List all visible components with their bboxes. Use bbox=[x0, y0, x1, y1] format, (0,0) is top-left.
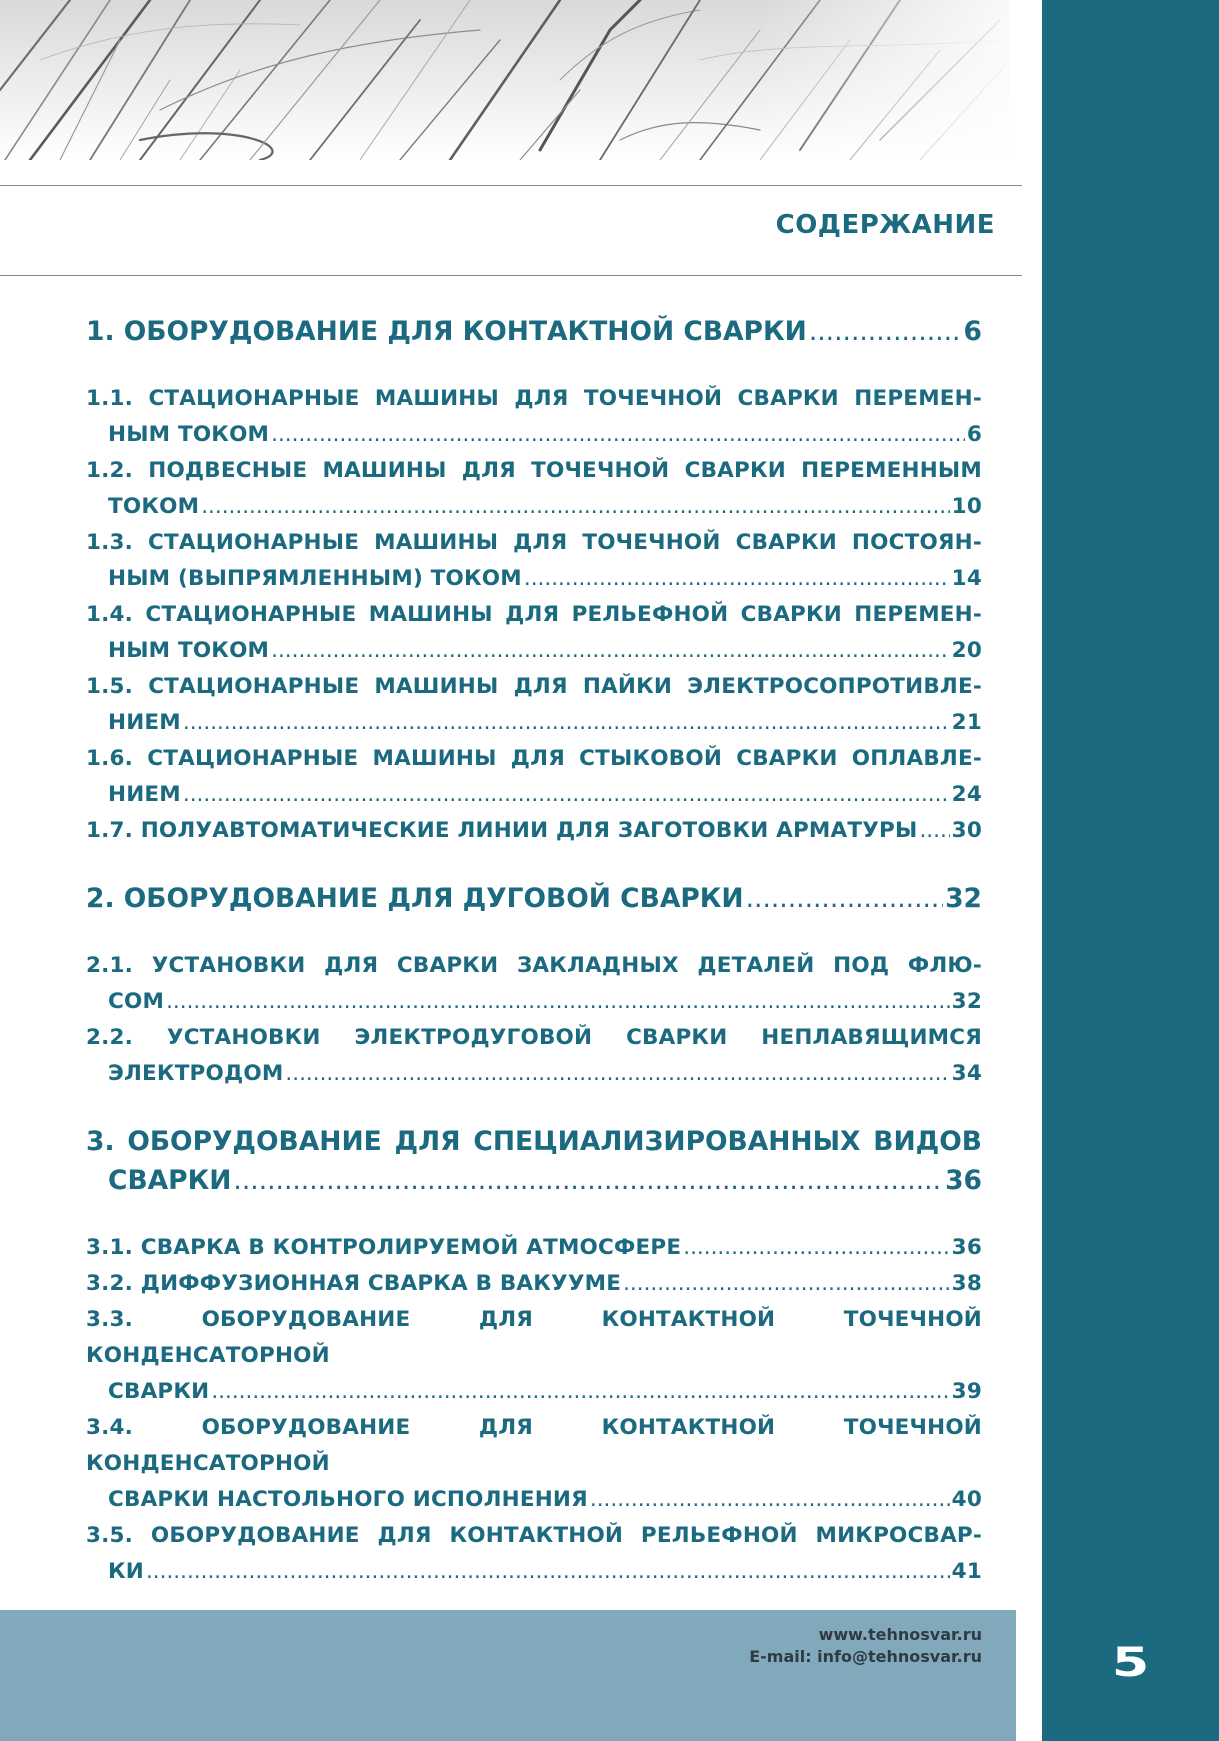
toc-page-number: 36 bbox=[945, 1165, 982, 1196]
toc-subsection[interactable] bbox=[86, 597, 982, 669]
toc-gap bbox=[86, 351, 982, 381]
toc-line bbox=[86, 705, 982, 741]
toc-line bbox=[86, 1482, 982, 1518]
toc-page-number: 41 bbox=[951, 1559, 982, 1584]
toc-page-number: 32 bbox=[951, 989, 982, 1014]
toc-line bbox=[86, 633, 982, 669]
website-link[interactable]: www.tehnosvar.ru bbox=[818, 1625, 982, 1644]
toc-line: 3. ОБОРУДОВАНИЕ ДЛЯ СПЕЦИАЛИЗИРОВАННЫХ ВИДОВ bbox=[86, 1126, 982, 1157]
toc-subsection[interactable] bbox=[86, 381, 982, 453]
toc-page-number: 10 bbox=[951, 494, 982, 519]
toc-subsection[interactable] bbox=[86, 1020, 982, 1092]
toc-subsection[interactable] bbox=[86, 525, 982, 597]
toc-title: 1.7. ПОЛУАВТОМАТИЧЕСКИЕ ЛИНИИ ДЛЯ ЗАГОТОВКИ АРМАТУРЫ bbox=[86, 818, 918, 843]
toc-leader-dots bbox=[683, 1230, 949, 1266]
toc-line: 2.1. УСТАНОВКИ ДЛЯ СВАРКИ ЗАКЛАДНЫХ ДЕТАЛЕЙ ПОД ФЛЮ- bbox=[86, 953, 982, 978]
toc-line bbox=[86, 1161, 982, 1200]
toc-title: НЫМ ТОКОМ bbox=[108, 638, 270, 663]
toc-subsection[interactable] bbox=[86, 813, 982, 849]
sidebar-band bbox=[1042, 0, 1219, 1741]
toc-line bbox=[86, 1266, 982, 1302]
toc-page-number: 6 bbox=[963, 316, 982, 347]
toc-gap bbox=[86, 918, 982, 948]
toc-line: 1.2. ПОДВЕСНЫЕ МАШИНЫ ДЛЯ ТОЧЕЧНОЙ СВАРКИ ПЕРЕМЕННЫМ bbox=[86, 458, 982, 483]
toc-subsection[interactable] bbox=[86, 1230, 982, 1266]
toc-subsection[interactable] bbox=[86, 1302, 982, 1410]
title-divider bbox=[0, 275, 1022, 276]
footer-contacts bbox=[749, 1624, 982, 1668]
toc-subsection[interactable] bbox=[86, 741, 982, 813]
wire-sketch-image bbox=[0, 0, 1010, 160]
toc-gap bbox=[86, 1200, 982, 1230]
toc-page-number: 36 bbox=[951, 1235, 982, 1260]
toc-subsection[interactable] bbox=[86, 1518, 982, 1590]
toc-section[interactable] bbox=[86, 1122, 982, 1200]
toc-section[interactable] bbox=[86, 312, 982, 351]
toc-leader-dots bbox=[919, 813, 949, 849]
toc-page-number: 24 bbox=[951, 782, 982, 807]
toc-page-number: 40 bbox=[951, 1487, 982, 1512]
toc-page-number: 38 bbox=[951, 1271, 982, 1296]
toc-section[interactable] bbox=[86, 879, 982, 918]
header-photo bbox=[0, 0, 1010, 160]
toc-line bbox=[86, 1056, 982, 1092]
toc-line: 3.3. ОБОРУДОВАНИЕ ДЛЯ КОНТАКТНОЙ ТОЧЕЧНОЙ КОНДЕНСАТОРНОЙ bbox=[86, 1307, 982, 1368]
toc-title: НЫМ (ВЫПРЯМЛЕННЫМ) ТОКОМ bbox=[108, 566, 522, 591]
toc-page-number: 20 bbox=[951, 638, 982, 663]
toc-title: СВАРКИ bbox=[108, 1165, 232, 1196]
toc-page-number: 39 bbox=[951, 1379, 982, 1404]
toc-title: НИЕМ bbox=[108, 782, 181, 807]
toc-title: СОМ bbox=[108, 989, 165, 1014]
toc-title: 1. ОБОРУДОВАНИЕ ДЛЯ КОНТАКТНОЙ СВАРКИ bbox=[86, 316, 807, 347]
toc-page-number: 6 bbox=[966, 422, 982, 447]
toc-leader-dots bbox=[623, 1266, 950, 1302]
toc-gap bbox=[86, 849, 982, 879]
toc-subsection[interactable] bbox=[86, 453, 982, 525]
toc-line: 1.1. СТАЦИОНАРНЫЕ МАШИНЫ ДЛЯ ТОЧЕЧНОЙ СВАРКИ ПЕРЕМЕН- bbox=[86, 386, 982, 411]
toc-leader-dots bbox=[183, 705, 950, 741]
toc-leader-dots bbox=[271, 417, 965, 453]
toc-subsection[interactable] bbox=[86, 1410, 982, 1518]
toc-leader-dots bbox=[746, 879, 944, 918]
toc-leader-dots bbox=[183, 777, 950, 813]
toc-page-number: 32 bbox=[945, 883, 982, 914]
toc-line bbox=[86, 1374, 982, 1410]
toc-line: 1.6. СТАЦИОНАРНЫЕ МАШИНЫ ДЛЯ СТЫКОВОЙ СВАРКИ ОПЛАВЛЕ- bbox=[86, 746, 982, 771]
toc-line bbox=[86, 879, 982, 918]
table-of-contents bbox=[86, 312, 982, 1590]
toc-title: 3.2. ДИФФУЗИОННАЯ СВАРКА В ВАКУУМЕ bbox=[86, 1271, 622, 1296]
toc-title: КИ bbox=[108, 1559, 144, 1584]
toc-page-number: 34 bbox=[951, 1061, 982, 1086]
toc-title: СВАРКИ bbox=[108, 1379, 210, 1404]
toc-title: НИЕМ bbox=[108, 710, 181, 735]
top-divider bbox=[0, 185, 1022, 186]
toc-page-number: 21 bbox=[951, 710, 982, 735]
toc-line bbox=[86, 1554, 982, 1590]
toc-line: 1.5. СТАЦИОНАРНЫЕ МАШИНЫ ДЛЯ ПАЙКИ ЭЛЕКТРОСОПРОТИВЛЕ- bbox=[86, 674, 982, 699]
toc-title: ЭЛЕКТРОДОМ bbox=[108, 1061, 284, 1086]
email-link[interactable]: E-mail: info@tehnosvar.ru bbox=[749, 1647, 982, 1666]
toc-line: 3.4. ОБОРУДОВАНИЕ ДЛЯ КОНТАКТНОЙ ТОЧЕЧНОЙ КОНДЕНСАТОРНОЙ bbox=[86, 1415, 982, 1476]
toc-subsection[interactable] bbox=[86, 669, 982, 741]
toc-line bbox=[86, 1230, 982, 1266]
toc-line bbox=[86, 489, 982, 525]
toc-gap bbox=[86, 1092, 982, 1122]
toc-leader-dots bbox=[271, 633, 950, 669]
toc-title: СВАРКИ НАСТОЛЬНОГО ИСПОЛНЕНИЯ bbox=[108, 1487, 588, 1512]
toc-line bbox=[86, 417, 982, 453]
toc-leader-dots bbox=[809, 312, 962, 351]
toc-title: НЫМ ТОКОМ bbox=[108, 422, 270, 447]
toc-page-number: 14 bbox=[951, 566, 982, 591]
toc-title: ТОКОМ bbox=[108, 494, 200, 519]
toc-subsection[interactable] bbox=[86, 1266, 982, 1302]
toc-line: 1.3. СТАЦИОНАРНЫЕ МАШИНЫ ДЛЯ ТОЧЕЧНОЙ СВАРКИ ПОСТОЯН- bbox=[86, 530, 982, 555]
toc-leader-dots bbox=[233, 1161, 943, 1200]
toc-title: 2. ОБОРУДОВАНИЕ ДЛЯ ДУГОВОЙ СВАРКИ bbox=[86, 883, 744, 914]
toc-line: 2.2. УСТАНОВКИ ЭЛЕКТРОДУГОВОЙ СВАРКИ НЕПЛАВЯЩИМСЯ bbox=[86, 1025, 982, 1050]
toc-leader-dots bbox=[211, 1374, 949, 1410]
page-title: СОДЕРЖАНИЕ bbox=[775, 210, 995, 240]
toc-line bbox=[86, 813, 982, 849]
toc-page-number: 30 bbox=[951, 818, 982, 843]
page-number: 5 bbox=[1111, 1640, 1150, 1686]
toc-leader-dots bbox=[146, 1554, 950, 1590]
footer-band bbox=[0, 1610, 1016, 1741]
toc-title: 3.1. СВАРКА В КОНТРОЛИРУЕМОЙ АТМОСФЕРЕ bbox=[86, 1235, 682, 1260]
toc-line bbox=[86, 561, 982, 597]
toc-leader-dots bbox=[166, 984, 950, 1020]
toc-subsection[interactable] bbox=[86, 948, 982, 1020]
toc-line bbox=[86, 312, 982, 351]
toc-line bbox=[86, 984, 982, 1020]
toc-line: 1.4. СТАЦИОНАРНЫЕ МАШИНЫ ДЛЯ РЕЛЬЕФНОЙ СВАРКИ ПЕРЕМЕН- bbox=[86, 602, 982, 627]
toc-leader-dots bbox=[201, 489, 949, 525]
toc-leader-dots bbox=[524, 561, 950, 597]
toc-leader-dots bbox=[590, 1482, 950, 1518]
toc-line bbox=[86, 777, 982, 813]
toc-leader-dots bbox=[285, 1056, 949, 1092]
toc-line: 3.5. ОБОРУДОВАНИЕ ДЛЯ КОНТАКТНОЙ РЕЛЬЕФНОЙ МИКРОСВАР- bbox=[86, 1523, 982, 1548]
